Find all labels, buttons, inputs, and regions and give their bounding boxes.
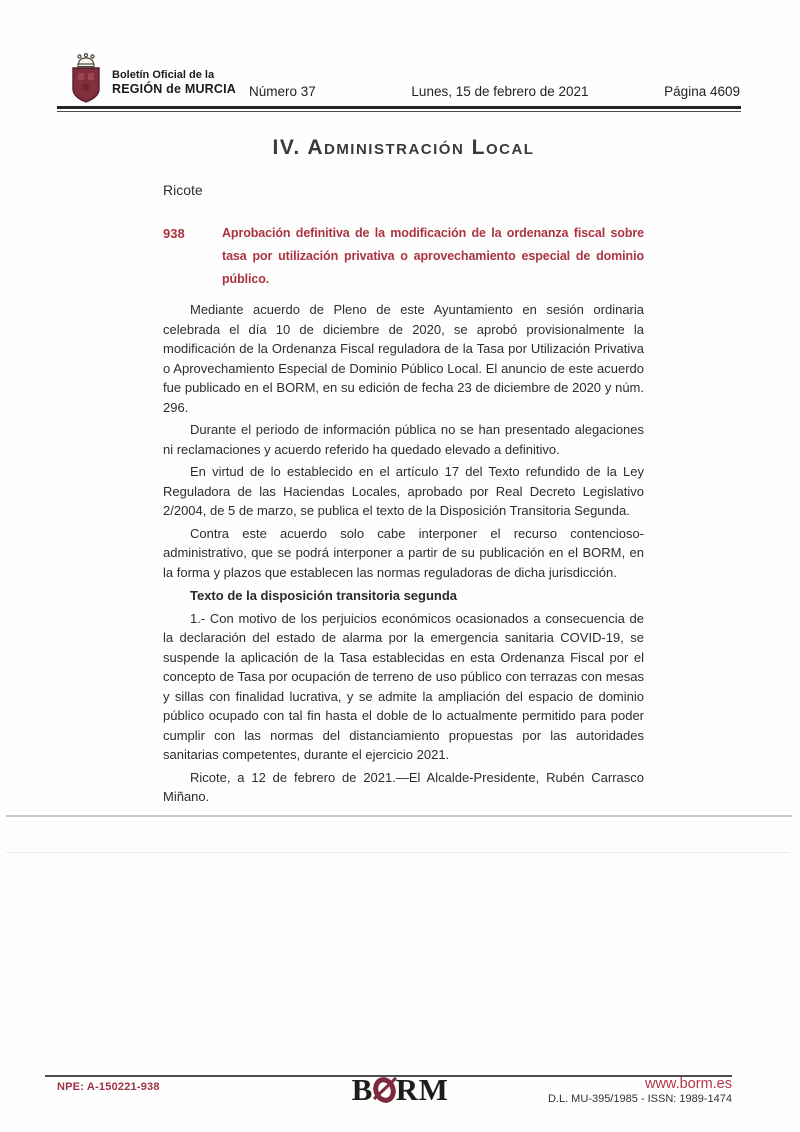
page-number: Página 4609 xyxy=(664,84,740,99)
paragraph: Contra este acuerdo solo cabe interponer el recurso contencioso-administrativo, que se podrá interponer a partir de su publicación en el BORM, en la forma y plazos que establecen las normas reguladoras de dicha jurisdicción. xyxy=(163,525,644,580)
announcement-number: 938 xyxy=(163,226,185,241)
paragraph: En virtud de lo establecido en el artículo 17 del Texto refundido de la Ley Reguladora de las Haciendas Locales, aprobado por Real Decreto Legislativo 2/2004, de 5 de marzo, se publica el texto de la Disposición Transitoria Segunda. xyxy=(163,464,644,518)
announcement-heading xyxy=(163,222,644,291)
announcement-title: Aprobación definitiva de la modificación de la ordenanza fiscal sobre tasa por utilización privativa o aprovechamiento especial de dominio público. xyxy=(222,226,644,286)
borm-logo-o-icon xyxy=(372,1074,397,1104)
brand-line-1: Boletín Oficial de la xyxy=(112,69,215,81)
transitional-provision-paragraph: 1.- Con motivo de los perjuicios económicos ocasionados a consecuencia de la declaración del estado de alarma por la emergencia sanitaria COVID-19, se suspende la aplicación de la Tasa establecidas en esta Ordenanza Fiscal por el concepto de Tasa por ocupación de terreno de uso público con terrazas con mesas y sillas con finalidad lucrativa, y se admite la ampliación del espacio de dominio público ocupado con tal fin hasta el doble de lo actualmente permitido para poder cumplir con las normas del distanciamiento propuestas por las autoridades sanitarias competentes, durante el ejercicio 2021. xyxy=(163,610,644,762)
document-body xyxy=(163,0,644,807)
scan-artifact-line xyxy=(6,852,790,853)
borm-logo-rm: RM xyxy=(395,1072,449,1107)
issue-number: Número 37 xyxy=(249,84,316,99)
section-title: IV. Administración Local xyxy=(272,136,535,159)
transitional-provision-subheading: Texto de la disposición transitoria segunda xyxy=(190,588,458,603)
brand-line-2: REGIÓN de MURCIA xyxy=(112,82,237,96)
signature-line: Ricote, a 12 de febrero de 2021.—El Alcalde-Presidente, Rubén Carrasco Miñano. xyxy=(163,769,644,804)
scan-artifact-line xyxy=(6,815,792,817)
paragraph: Mediante acuerdo de Pleno de este Ayuntamiento en sesión ordinaria celebrada el día 10 de diciembre de 2020, se aprobó provisionalmente la modificación de la Ordenanza Fiscal reguladora de la Tasa por Utilización Privativa o Aprovechamiento Especial de Dominio Público Local. El anuncio de este acuerdo fue publicado en el BORM, en su edición de fecha 23 de diciembre de 2020 y núm. 296. xyxy=(163,302,644,415)
issue-date: Lunes, 15 de febrero de 2021 xyxy=(411,84,589,99)
borm-logo-b: B xyxy=(351,1072,373,1107)
murcia-coat-of-arms-icon xyxy=(66,53,106,105)
announcement-text xyxy=(163,300,644,807)
website-url: www.borm.es xyxy=(644,1076,732,1092)
npe-reference: NPE: A-150221-938 xyxy=(57,1081,160,1093)
footer-publisher-info xyxy=(548,1076,732,1106)
municipality-label: Ricote xyxy=(163,182,203,198)
paragraph: Durante el periodo de información pública no se han presentado alegaciones ni reclamaciones y acuerdo referido ha quedado elevado a definitivo. xyxy=(163,422,644,457)
legal-deposit-issn: D.L. MU-395/1985 - ISSN: 1989-1474 xyxy=(547,1093,732,1105)
